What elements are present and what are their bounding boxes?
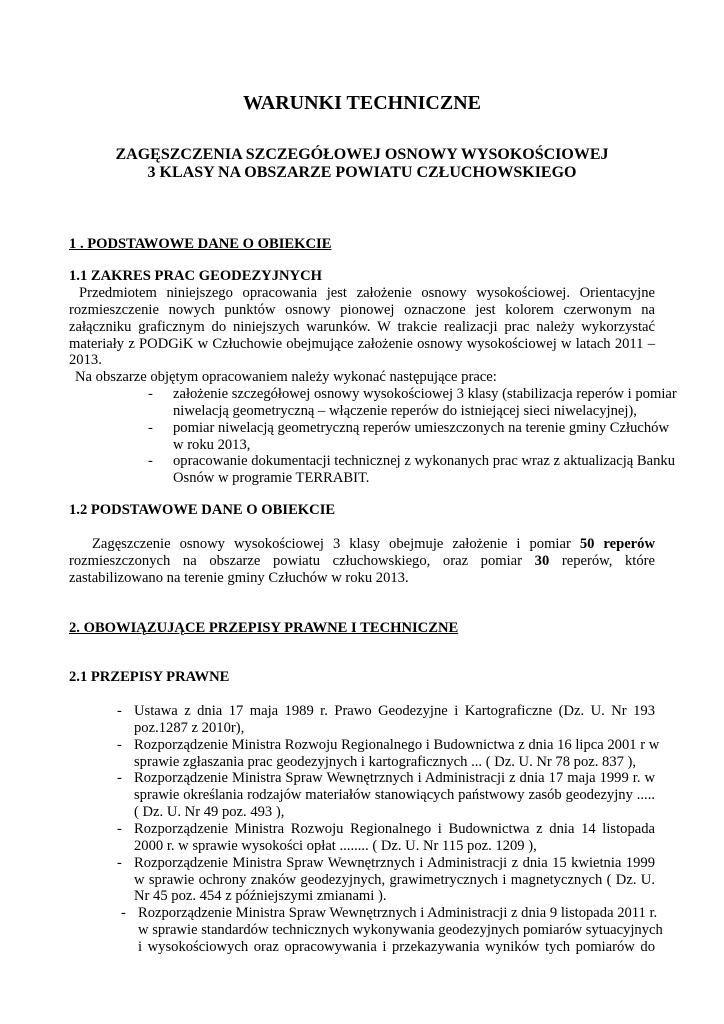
section-1-heading: 1 . PODSTAWOWE DANE O OBIEKCIE [69,236,332,252]
paragraph-text: Zagęszczenie osnowy wysokościowej 3 klasy obejmuje założenie i pomiar [92,536,580,552]
legal-item-line: i wysokościowych oraz opracowywania i przekazywania wyników tych pomiarów do [138,939,655,955]
legal-item-line: Rozporządzenie Ministra Rozwoju Regionalnego i Budownictwa z dnia 14 listopada [134,821,655,837]
document-title: WARUNKI TECHNICZNE [242,92,481,114]
section-2-heading: 2. OBOWIĄZUJĄCE PRZEPISY PRAWNE I TECHNICZNE [69,620,459,636]
section-2-1-heading: 2.1 PRZEPISY PRAWNE [69,669,230,685]
section-1-1-heading: 1.1 ZAKRES PRAC GEODEZYJNYCH [69,268,322,284]
bullet-line: opracowanie dokumentacji technicznej z wykonanych prac wraz z aktualizacją Banku [173,453,676,469]
paragraph-text: rozmieszczonych na obszarze powiatu człuchowskiego, oraz pomiar [69,553,535,569]
tasks-intro: Na obszarze objętym opracowaniem należy wykonać następujące prace: [75,369,497,385]
list-dash: - [117,703,122,719]
legal-item-line: Nr 45 poz. 454 z późniejszymi zmianami ). [134,888,387,904]
legal-item-line: ( Dz. U. Nr 49 poz. 493 ), [134,804,285,820]
list-dash: - [117,855,122,871]
legal-item-line: 2000 r. w sprawie wysokości opłat ........ ( Dz. U. Nr 115 poz. 1209 ), [134,838,537,854]
bullet-line: założenie szczegółowej osnowy wysokościowej 3 klasy (stabilizacja reperów i pomiar [173,386,677,402]
document-subtitle-line-1: ZAGĘSZCZENIA SZCZEGÓŁOWEJ OSNOWY WYSOKOŚCIOWEJ [115,146,609,163]
legal-item-line: w sprawie standardów technicznych wykonywania geodezyjnych pomiarów sytuacyjnych [138,922,663,938]
bullet-line: w roku 2013, [173,437,251,453]
list-dash: - [117,770,122,786]
bullet-line: Osnów w programie TERRABIT. [173,470,370,486]
paragraph-line [92,536,655,553]
list-dash: - [117,737,122,753]
reper-count-30: 30 [534,553,550,569]
bullet-dash: - [148,386,153,402]
list-dash: - [121,905,126,921]
legal-item-line: poz.1287 z 2010r), [134,720,245,736]
paragraph-line: załączniku graficznym do niniejszych warunków. W trakcie realizacji prac należy wykorzystać [69,319,655,335]
paragraph-line [69,553,655,570]
paragraph-line: Przedmiotem niniejszego opracowania jest założenie osnowy wysokościowej. Orientacyjne [79,285,655,301]
paragraph-text: reperów, które [549,553,655,569]
legal-item-line: Ustawa z dnia 17 maja 1989 r. Prawo Geodezyjne i Kartograficzne (Dz. U. Nr 193 [134,703,655,719]
list-dash: - [117,821,122,837]
bullet-line: niwelacją geometryczną – włączenie reperów do istniejącej sieci niwelacyjnej), [173,403,637,419]
legal-item-line: sprawie zgłaszania prac geodezyjnych i kartograficznych ... ( Dz. U. Nr 78 poz. 837 ), [134,754,637,770]
document-subtitle-line-2: 3 KLASY NA OBSZARZE POWIATU CZŁUCHOWSKIEGO [147,164,577,181]
bullet-dash: - [148,453,153,469]
legal-item-line: w sprawie ochrony znaków geodezyjnych, grawimetrycznych i magnetycznych ( Dz. U. [134,872,655,888]
section-1-2-heading: 1.2 PODSTAWOWE DANE O OBIEKCIE [69,502,336,518]
legal-item-line: Rozporządzenie Ministra Rozwoju Regionalnego i Budownictwa z dnia 16 lipca 2001 r w [134,737,660,753]
reper-count-50: 50 reperów [579,536,655,552]
bullet-line: pomiar niwelacją geometryczną reperów umieszczonych na terenie gminy Człuchów [173,420,669,436]
paragraph-line: 2013. [69,352,102,368]
legal-item-line: sprawie określania rodzajów materiałów stanowiących państwowy zasób geodezyjny ..... [134,787,655,803]
legal-item-line: Rozporządzenie Ministra Spraw Wewnętrznych i Administracji z dnia 9 listopada 2011 r. [138,905,658,921]
paragraph-line: materiały z PODGiK w Człuchowie obejmujące założenie osnowy wysokościowej w latach 2011 – [69,336,655,352]
bullet-dash: - [148,420,153,436]
legal-item-line: Rozporządzenie Ministra Spraw Wewnętrznych i Administracji z dnia 15 kwietnia 1999 [134,855,655,871]
legal-item-line: Rozporządzenie Ministra Spraw Wewnętrznych i Administracji z dnia 17 maja 1999 r. w [134,770,655,786]
paragraph-line: zastabilizowano na terenie gminy Człuchów w roku 2013. [69,570,409,586]
paragraph-line: rozmieszczenie nowych punktów osnowy pionowej oznaczone jest kolorem czerwonym na [69,302,655,318]
